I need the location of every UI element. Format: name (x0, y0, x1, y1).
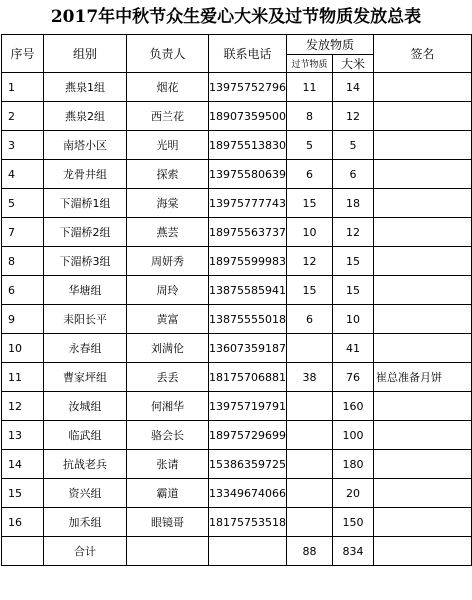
cell-phone: 13607359187 (209, 334, 287, 363)
header-sign: 签名 (374, 35, 472, 73)
cell-group: 加禾组 (44, 508, 127, 537)
cell-phone: 18975729699 (209, 421, 287, 450)
cell-festival: 15 (287, 276, 333, 305)
cell-rice: 10 (333, 305, 374, 334)
table-row (2, 218, 472, 247)
header-phone: 联系电话 (209, 35, 287, 73)
cell-leader: 刘满伦 (127, 334, 209, 363)
distribution-table (1, 34, 472, 566)
cell-sign (374, 73, 472, 102)
cell-rice: 18 (333, 189, 374, 218)
total-row (2, 537, 472, 566)
cell-sign (374, 479, 472, 508)
cell-rice: 20 (333, 479, 374, 508)
cell-group: 曹家坪组 (44, 363, 127, 392)
total-index (2, 537, 44, 566)
cell-festival: 8 (287, 102, 333, 131)
total-leader (127, 537, 209, 566)
cell-sign: 崔总准备月饼 (374, 363, 472, 392)
cell-leader: 眼镜哥 (127, 508, 209, 537)
cell-group: 华塘组 (44, 276, 127, 305)
header-group: 组别 (44, 35, 127, 73)
cell-phone: 13349674066 (209, 479, 287, 508)
cell-phone: 13875555018 (209, 305, 287, 334)
cell-phone: 18975513830 (209, 131, 287, 160)
cell-festival (287, 421, 333, 450)
cell-phone: 18975599983 (209, 247, 287, 276)
cell-festival (287, 392, 333, 421)
cell-phone: 15386359725 (209, 450, 287, 479)
total-label: 合计 (44, 537, 127, 566)
cell-group: 下湄桥3组 (44, 247, 127, 276)
cell-rice: 5 (333, 131, 374, 160)
cell-leader: 西兰花 (127, 102, 209, 131)
header-supplies: 发放物质 (287, 35, 374, 55)
cell-sign (374, 218, 472, 247)
table-row (2, 392, 472, 421)
cell-sign (374, 247, 472, 276)
table-row (2, 305, 472, 334)
total-festival: 88 (287, 537, 333, 566)
cell-phone: 18175706881 (209, 363, 287, 392)
table-row (2, 479, 472, 508)
cell-rice: 150 (333, 508, 374, 537)
cell-index: 14 (2, 450, 44, 479)
cell-festival: 6 (287, 305, 333, 334)
cell-rice: 12 (333, 218, 374, 247)
cell-rice: 41 (333, 334, 374, 363)
cell-index: 7 (2, 218, 44, 247)
cell-rice: 12 (333, 102, 374, 131)
cell-sign (374, 276, 472, 305)
table-row (2, 450, 472, 479)
cell-leader: 丢丢 (127, 363, 209, 392)
cell-rice: 76 (333, 363, 374, 392)
cell-leader: 海棠 (127, 189, 209, 218)
cell-leader: 张请 (127, 450, 209, 479)
header-row (2, 35, 472, 55)
cell-phone: 18975563737 (209, 218, 287, 247)
table-row (2, 334, 472, 363)
cell-sign (374, 189, 472, 218)
total-phone (209, 537, 287, 566)
cell-festival: 6 (287, 160, 333, 189)
table-row (2, 160, 472, 189)
cell-sign (374, 305, 472, 334)
cell-group: 临武组 (44, 421, 127, 450)
cell-index: 2 (2, 102, 44, 131)
cell-group: 龙骨井组 (44, 160, 127, 189)
cell-group: 资兴组 (44, 479, 127, 508)
cell-rice: 14 (333, 73, 374, 102)
total-sign (374, 537, 472, 566)
cell-index: 6 (2, 276, 44, 305)
cell-group: 南塔小区 (44, 131, 127, 160)
cell-index: 16 (2, 508, 44, 537)
cell-rice: 15 (333, 276, 374, 305)
cell-index: 3 (2, 131, 44, 160)
cell-leader: 光明 (127, 131, 209, 160)
cell-festival: 11 (287, 73, 333, 102)
cell-sign (374, 334, 472, 363)
cell-group: 永春组 (44, 334, 127, 363)
header-rice: 大米 (333, 55, 374, 73)
table-body (2, 73, 472, 537)
cell-rice: 6 (333, 160, 374, 189)
cell-leader: 骆会长 (127, 421, 209, 450)
cell-rice: 100 (333, 421, 374, 450)
cell-index: 11 (2, 363, 44, 392)
cell-index: 10 (2, 334, 44, 363)
cell-group: 燕泉2组 (44, 102, 127, 131)
cell-festival (287, 334, 333, 363)
cell-festival (287, 508, 333, 537)
cell-sign (374, 131, 472, 160)
cell-leader: 黄富 (127, 305, 209, 334)
header-festival: 过节物质 (287, 55, 333, 73)
cell-leader: 周妍秀 (127, 247, 209, 276)
cell-rice: 15 (333, 247, 374, 276)
cell-index: 13 (2, 421, 44, 450)
cell-leader: 烟花 (127, 73, 209, 102)
cell-phone: 13975719791 (209, 392, 287, 421)
table-row (2, 276, 472, 305)
table-row (2, 363, 472, 392)
cell-index: 4 (2, 160, 44, 189)
cell-sign (374, 421, 472, 450)
table-row (2, 73, 472, 102)
cell-group: 下湄桥1组 (44, 189, 127, 218)
cell-sign (374, 102, 472, 131)
table-row (2, 102, 472, 131)
cell-phone: 13975580639 (209, 160, 287, 189)
cell-index: 8 (2, 247, 44, 276)
cell-index: 5 (2, 189, 44, 218)
cell-index: 9 (2, 305, 44, 334)
cell-leader: 周玲 (127, 276, 209, 305)
cell-festival: 15 (287, 189, 333, 218)
cell-sign (374, 160, 472, 189)
cell-phone: 18175753518 (209, 508, 287, 537)
cell-festival (287, 450, 333, 479)
cell-phone: 13875585941 (209, 276, 287, 305)
cell-sign (374, 508, 472, 537)
cell-phone: 18907359500 (209, 102, 287, 131)
cell-leader: 何湘华 (127, 392, 209, 421)
table-row (2, 189, 472, 218)
total-rice: 834 (333, 537, 374, 566)
cell-leader: 霸道 (127, 479, 209, 508)
table-row (2, 421, 472, 450)
cell-group: 抗战老兵 (44, 450, 127, 479)
cell-festival: 10 (287, 218, 333, 247)
cell-group: 燕泉1组 (44, 73, 127, 102)
table-row (2, 247, 472, 276)
cell-index: 15 (2, 479, 44, 508)
cell-festival: 12 (287, 247, 333, 276)
cell-group: 耒阳长平 (44, 305, 127, 334)
cell-rice: 160 (333, 392, 374, 421)
cell-festival: 5 (287, 131, 333, 160)
cell-group: 汝城组 (44, 392, 127, 421)
cell-leader: 探索 (127, 160, 209, 189)
table-row (2, 131, 472, 160)
cell-festival: 38 (287, 363, 333, 392)
cell-festival (287, 479, 333, 508)
header-leader: 负责人 (127, 35, 209, 73)
cell-phone: 13975752796 (209, 73, 287, 102)
cell-index: 12 (2, 392, 44, 421)
document-title: 2017年中秋节众生爱心大米及过节物质发放总表 (50, 7, 422, 27)
cell-phone: 13975777743 (209, 189, 287, 218)
cell-sign (374, 392, 472, 421)
header-index: 序号 (2, 35, 44, 73)
table-row (2, 508, 472, 537)
cell-group: 下湄桥2组 (44, 218, 127, 247)
cell-index: 1 (2, 73, 44, 102)
cell-sign (374, 450, 472, 479)
cell-rice: 180 (333, 450, 374, 479)
cell-leader: 燕芸 (127, 218, 209, 247)
